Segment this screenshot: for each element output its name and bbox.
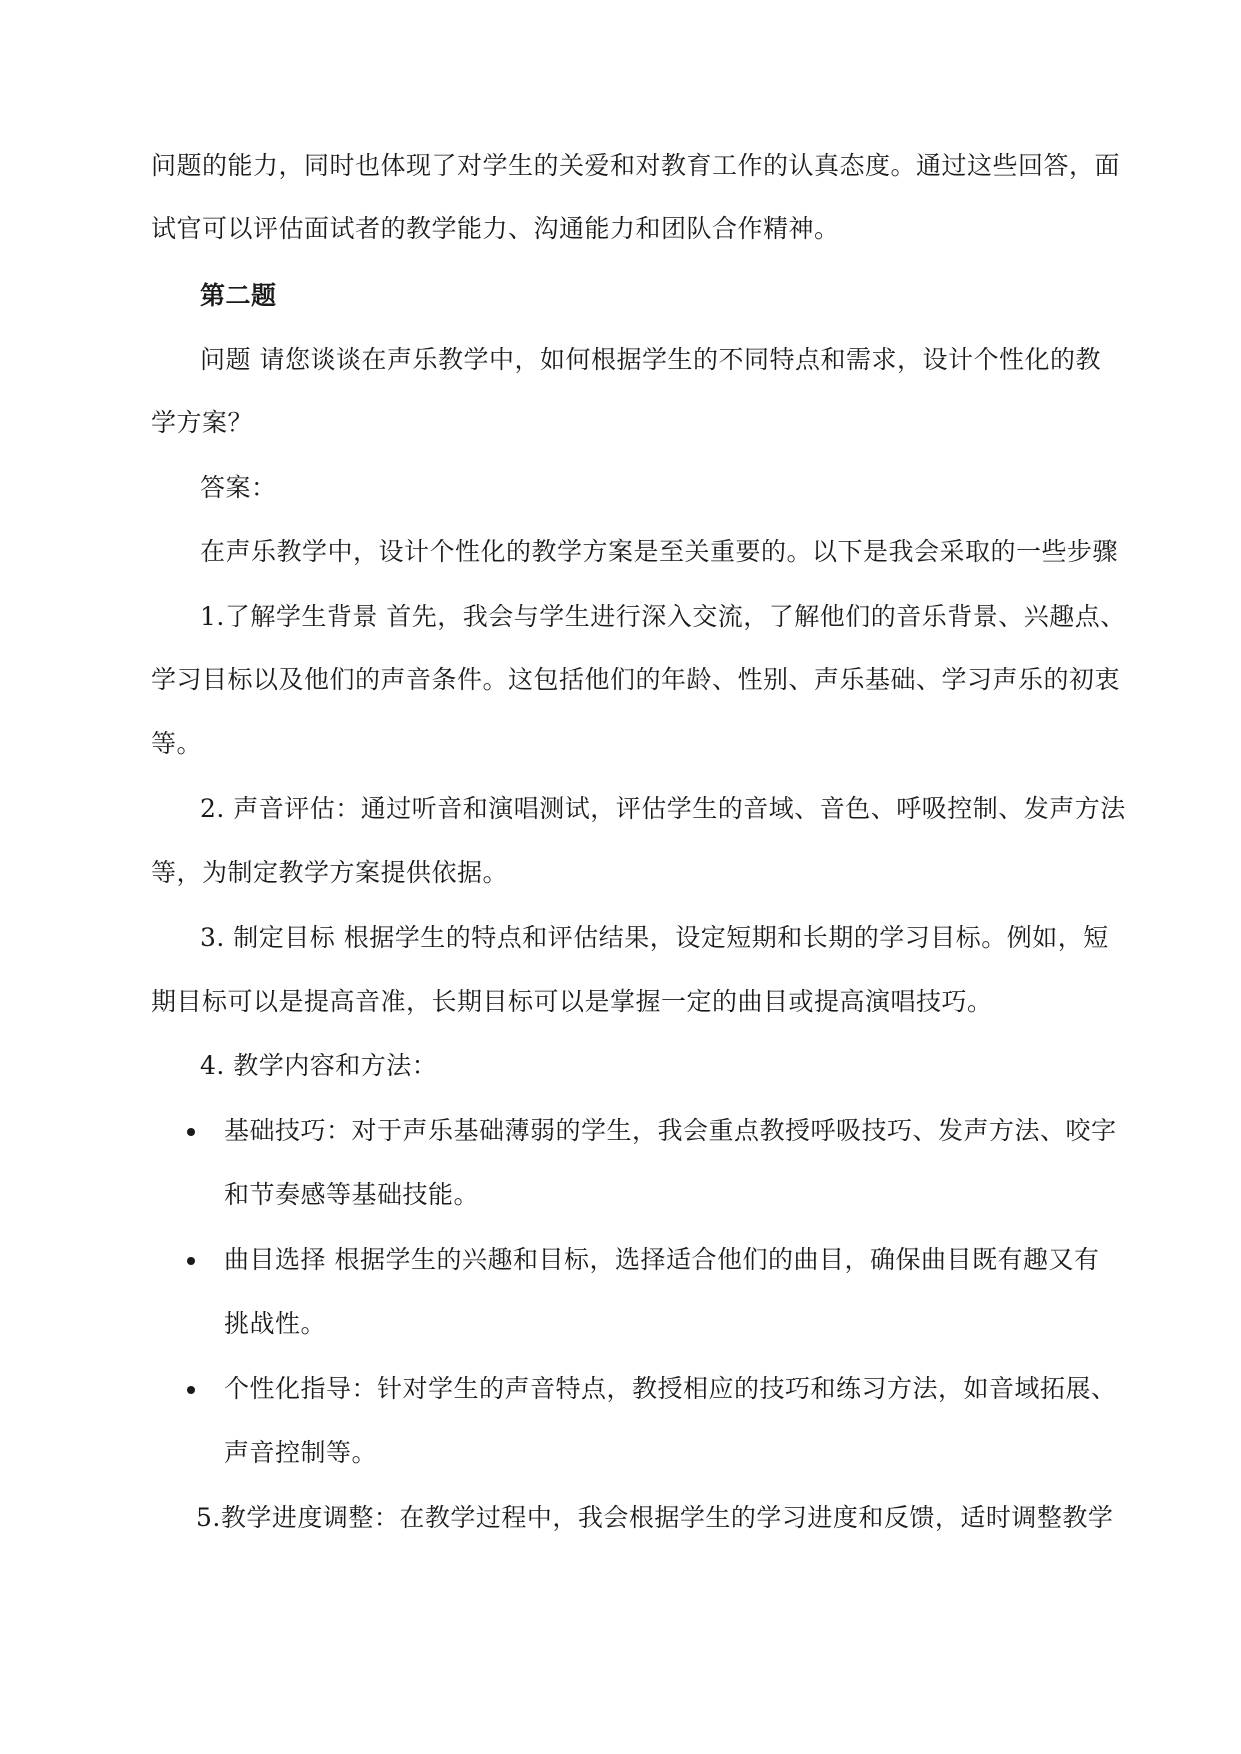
step-3-line-2: 期目标可以是提高音准，长期目标可以是掌握一定的曲目或提高演唱技巧。: [151, 987, 993, 1016]
bullet-marker-2: [187, 1257, 195, 1265]
bullet-3-line-2: 声音控制等。: [224, 1438, 378, 1467]
intro-paragraph-line-2: 试官可以评估面试者的教学能力、沟通能力和团队合作精神。: [151, 214, 840, 243]
bullet-3-line-1: 个性化指导：针对学生的声音特点，教授相应的技巧和练习方法，如音域拓展、: [224, 1374, 1117, 1403]
answer-label: 答案：: [200, 473, 277, 502]
step-4-heading: 4. 教学内容和方法：: [200, 1051, 438, 1080]
step-5-line-1: 5.教学进度调整：在教学过程中，我会根据学生的学习进度和反馈，适时调整教学: [196, 1503, 1114, 1532]
intro-paragraph-line-1: 问题的能力，同时也体现了对学生的关爱和对教育工作的认真态度。通过这些回答，面: [151, 151, 1121, 180]
answer-intro: 在声乐教学中，设计个性化的教学方案是至关重要的。以下是我会采取的一些步骤: [200, 537, 1119, 566]
bullet-1-line-1: 基础技巧：对于声乐基础薄弱的学生，我会重点教授呼吸技巧、发声方法、咬字: [224, 1116, 1117, 1145]
step-1-line-2: 学习目标以及他们的声音条件。这包括他们的年龄、性别、声乐基础、学习声乐的初衷: [151, 665, 1121, 694]
bullet-marker-3: [187, 1386, 195, 1394]
step-2-line-1: 2. 声音评估：通过听音和演唱测试，评估学生的音域、音色、呼吸控制、发声方法: [200, 794, 1126, 823]
step-3-line-1: 3. 制定目标 根据学生的特点和评估结果，设定短期和长期的学习目标。例如，短: [200, 923, 1109, 952]
step-2-line-2: 等，为制定教学方案提供依据。: [151, 858, 509, 887]
question-line-1: 问题 请您谈谈在声乐教学中，如何根据学生的不同特点和需求，设计个性化的教: [200, 345, 1101, 374]
bullet-1-line-2: 和节奏感等基础技能。: [224, 1180, 480, 1209]
step-1-line-1: 1.了解学生背景 首先，我会与学生进行深入交流，了解他们的音乐背景、兴趣点、: [200, 602, 1126, 631]
bullet-marker-1: [187, 1128, 195, 1136]
bullet-2-line-2: 挑战性。: [224, 1309, 327, 1338]
step-1-line-3: 等。: [151, 729, 203, 758]
question-line-2: 学方案？: [151, 408, 254, 437]
bullet-2-line-1: 曲目选择 根据学生的兴趣和目标，选择适合他们的曲目，确保曲目既有趣又有: [224, 1245, 1100, 1274]
section-heading: 第二题: [200, 281, 277, 310]
